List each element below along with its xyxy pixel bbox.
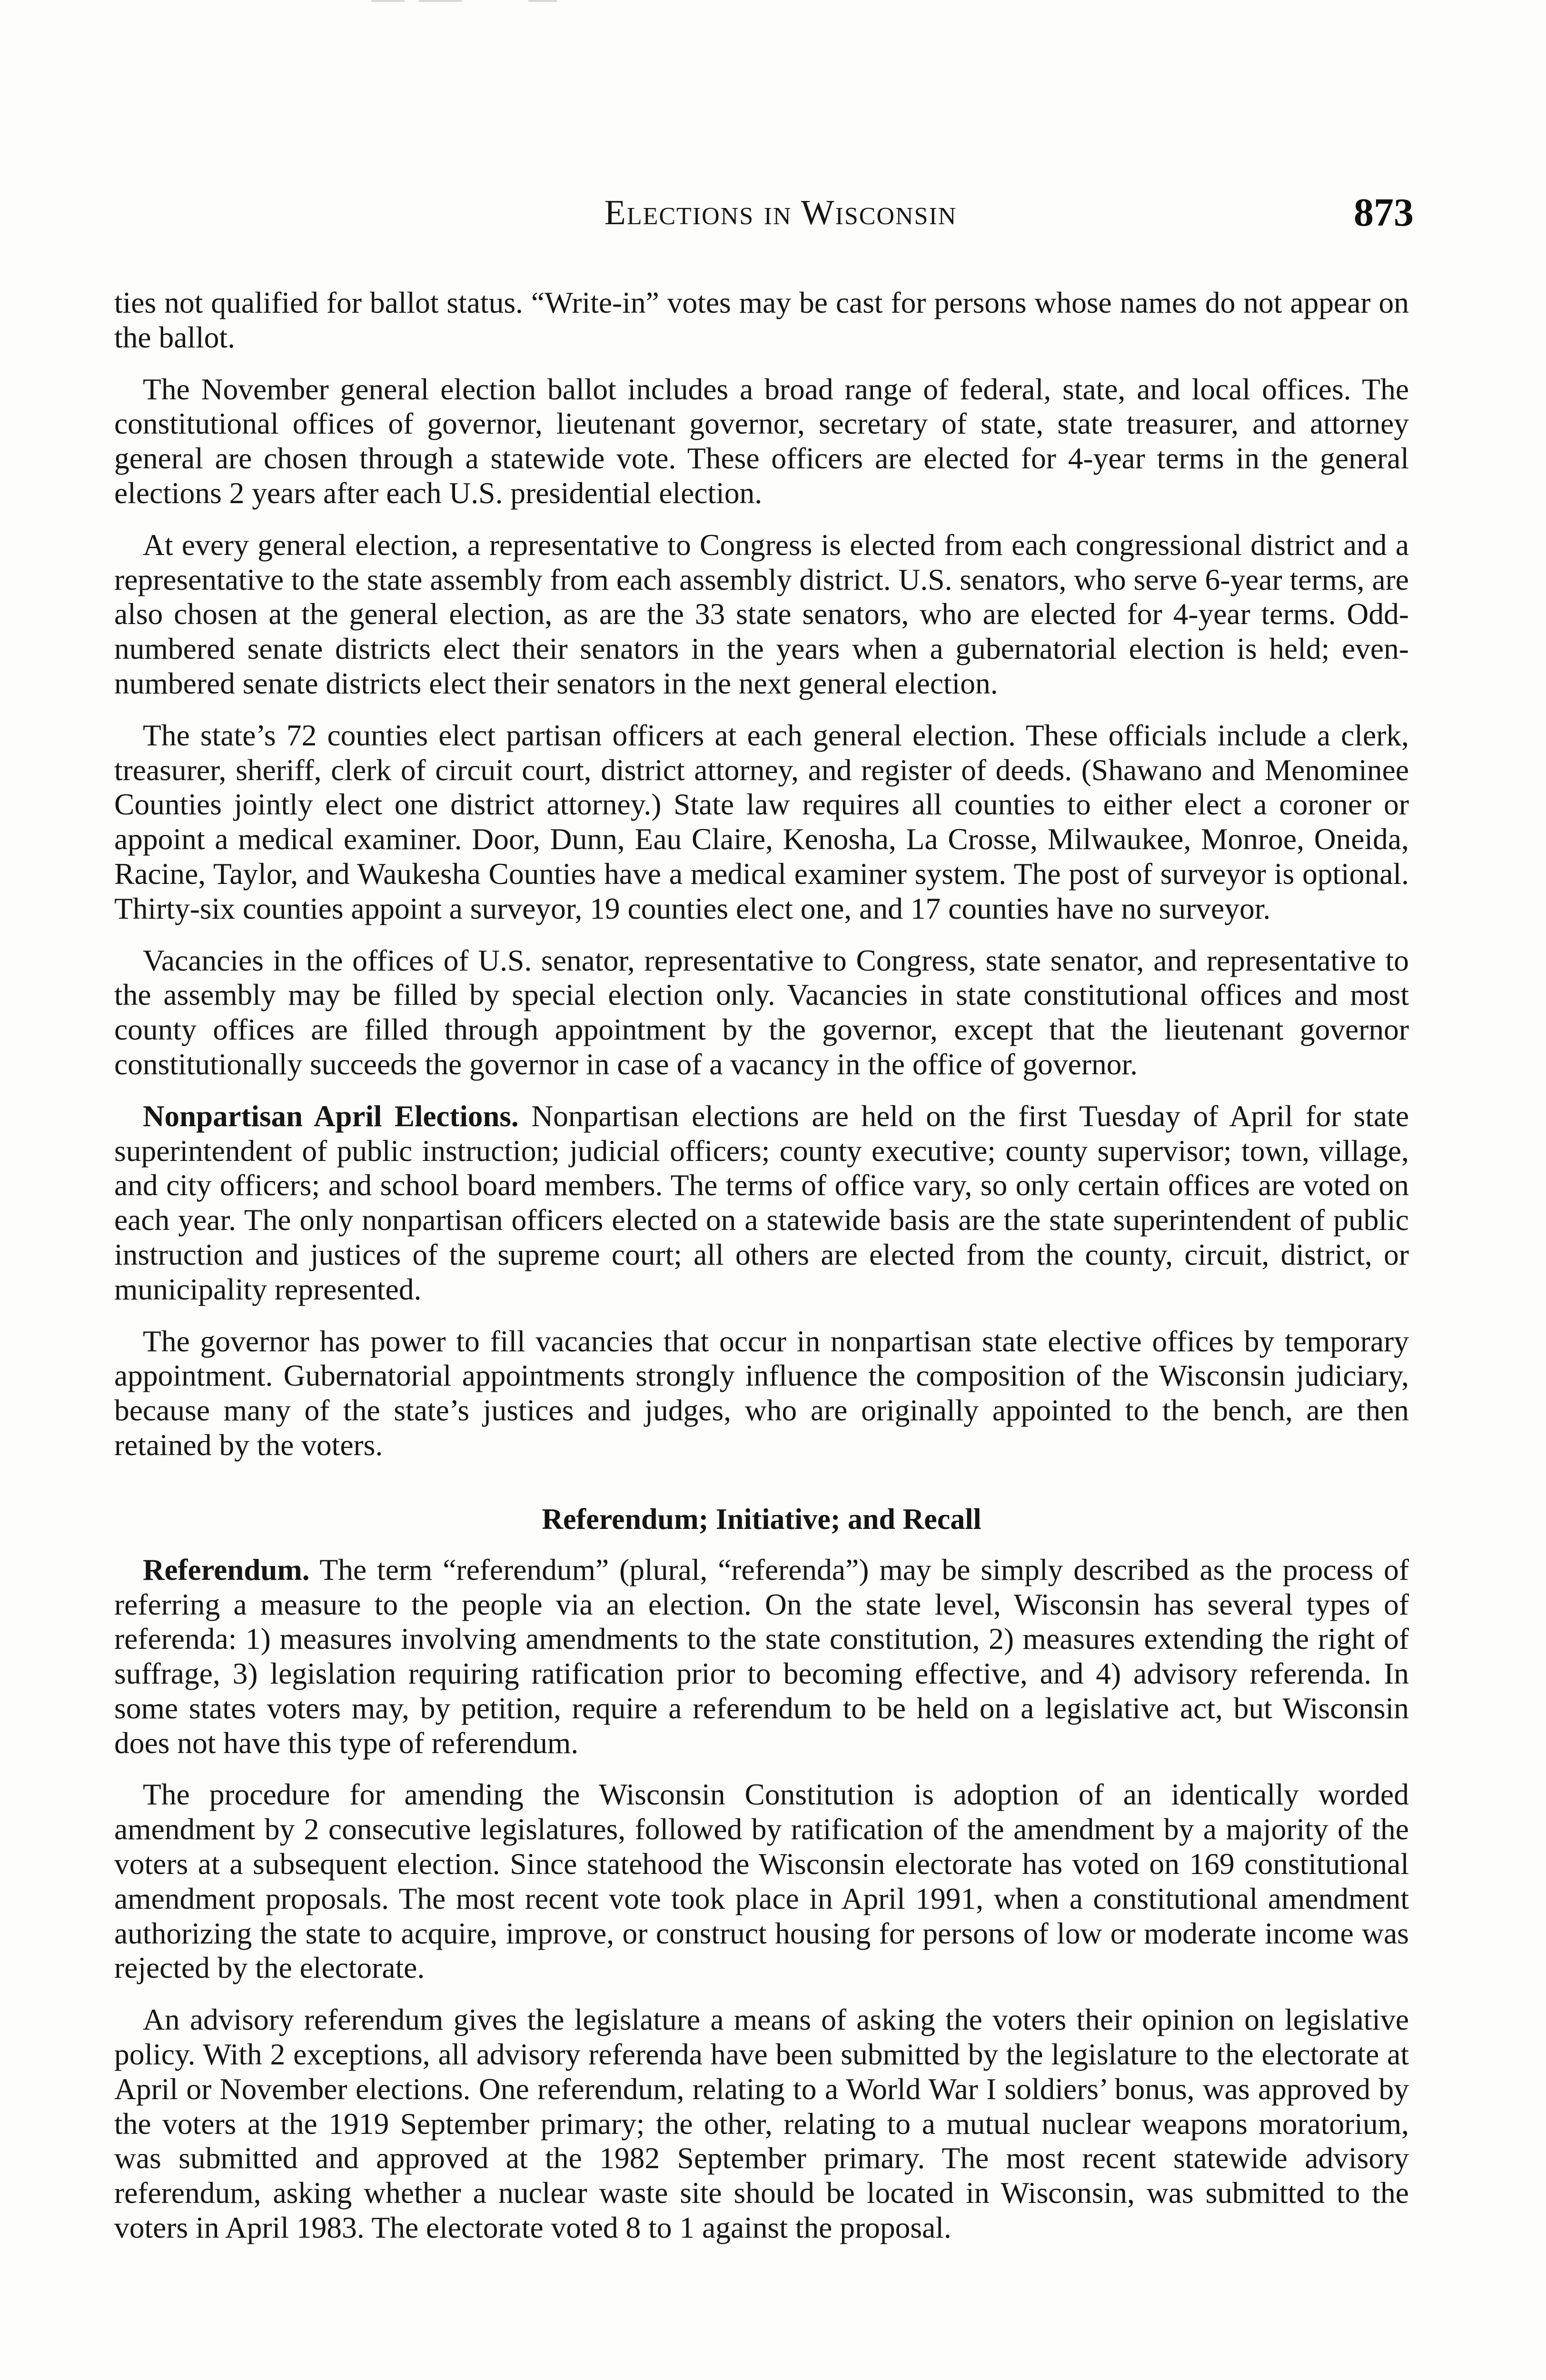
paragraph-county-officers: The state’s 72 counties elect partisan officers at each general election. These officials include a clerk, treasurer, sheriff, clerk of circuit court, district attorney, and register of deeds. (Shawano and Menominee Counties jointly elect one district attorney.) State law requires all counties to either elect a coroner or appoint a medical examiner. Door, Dunn, Eau Claire, Kenosha, La Crosse, Milwaukee, Monroe, Oneida, Racine, Taylor, and Waukesha Counties have a medical examiner system. The post of surveyor is optional. Thirty-six counties appoint a surveyor, 19 counties elect one, and 17 counties have no surveyor. xyxy=(114,718,1409,925)
page-number: 873 xyxy=(1354,190,1414,235)
nonpartisan-lead: Nonpartisan April Elections. xyxy=(143,1099,519,1133)
paragraph-amendment-procedure: The procedure for amending the Wisconsin Constitution is adoption of an identically worded amendment by 2 consecutive legislatures, followed by ratification of the amendment by a majority of the voters at a subsequent election. Since statehood the Wisconsin electorate has voted on 169 constitutional amendment proposals. The most recent vote took place in April 1991, when a constitutional amendment authorizing the state to acquire, improve, or construct housing for persons of low or moderate income was rejected by the electorate. xyxy=(114,1777,1409,1985)
paragraph-vacancies: Vacancies in the offices of U.S. senator, representative to Congress, state senator, and representative to the assembly may be filled by special election only. Vacancies in state constitutional offices and most county offices are filled through appointment by the governor, except that the lieutenant governor constitutionally succeeds the governor in case of a vacancy in the office of governor. xyxy=(114,943,1409,1081)
referendum-lead: Referendum. xyxy=(143,1553,310,1587)
nonpartisan-text: Nonpartisan elections are held on the first Tuesday of April for state superintendent of public instruction; judicial officers; county executive; county supervisor; town, village, and city officers; and school board members. The terms of office vary, so only certain offices are voted on each year. The only nonpartisan officers elected on a statewide basis are the state superintendent of public instruction and justices of the supreme court; all others are elected from the county, circuit, district, or municipality represented. xyxy=(114,1099,1409,1306)
paragraph-congress-senate: At every general election, a representative to Congress is elected from each congressional district and a representative to the state assembly from each assembly district. U.S. senators, who serve 6-year terms, are also chosen at the general election, as are the 33 state senators, who are elected for 4-year terms. Odd-numbered senate districts elect their senators in the years when a gubernatorial election is held; even-numbered senate districts elect their senators in the next general election. xyxy=(114,527,1409,700)
paragraph-nonpartisan-april xyxy=(114,1099,1409,1307)
body-text xyxy=(114,286,1409,2262)
section-heading-referendum: Referendum; Initiative; and Recall xyxy=(542,1503,981,1536)
paragraph-write-in: ties not qualified for ballot status. “Write-in” votes may be cast for persons whose names do not appear on the ballot. xyxy=(114,286,1409,354)
scan-artifact-marks xyxy=(371,0,714,3)
running-head: Elections in Wisconsin xyxy=(604,193,957,232)
paragraph-referendum-definition xyxy=(114,1553,1409,1761)
referendum-text: The term “referendum” (plural, “referenda”) may be simply described as the process of referring a measure to the people via an election. On the state level, Wisconsin has several types of referenda: 1) measures involving amendments to the state constitution, 2) measures extending the right of suffrage, 3) legislation requiring ratification prior to becoming effective, and 4) advisory referenda. In some states voters may, by petition, require a referendum to be held on a legislative act, but Wisconsin does not have this type of referendum. xyxy=(114,1552,1409,1760)
paragraph-november-ballot: The November general election ballot includes a broad range of federal, state, and local offices. The constitutional offices of governor, lieutenant governor, secretary of state, state treasurer, and attorney general are chosen through a statewide vote. These officers are elected for 4-year terms in the general elections 2 years after each U.S. presidential election. xyxy=(114,372,1409,510)
paragraph-advisory-referendum: An advisory referendum gives the legislature a means of asking the voters their opinion on legislative policy. With 2 exceptions, all advisory referenda have been submitted by the legislature to the electorate at April or November elections. One referendum, relating to a World War I soldiers’ bonus, was approved by the voters at the 1919 September primary; the other, relating to a mutual nuclear weapons moratorium, was submitted and approved at the 1982 September primary. The most recent statewide advisory referendum, asking whether a nuclear waste site should be located in Wisconsin, was submitted to the voters in April 1983. The electorate voted 8 to 1 against the proposal. xyxy=(114,2003,1409,2245)
paragraph-governor-vacancies: The governor has power to fill vacancies that occur in nonpartisan state elective offices by temporary appointment. Gubernatorial appointments strongly influence the composition of the Wisconsin judiciary, because many of the state’s justices and judges, who are originally appointed to the bench, are then retained by the voters. xyxy=(114,1324,1409,1462)
